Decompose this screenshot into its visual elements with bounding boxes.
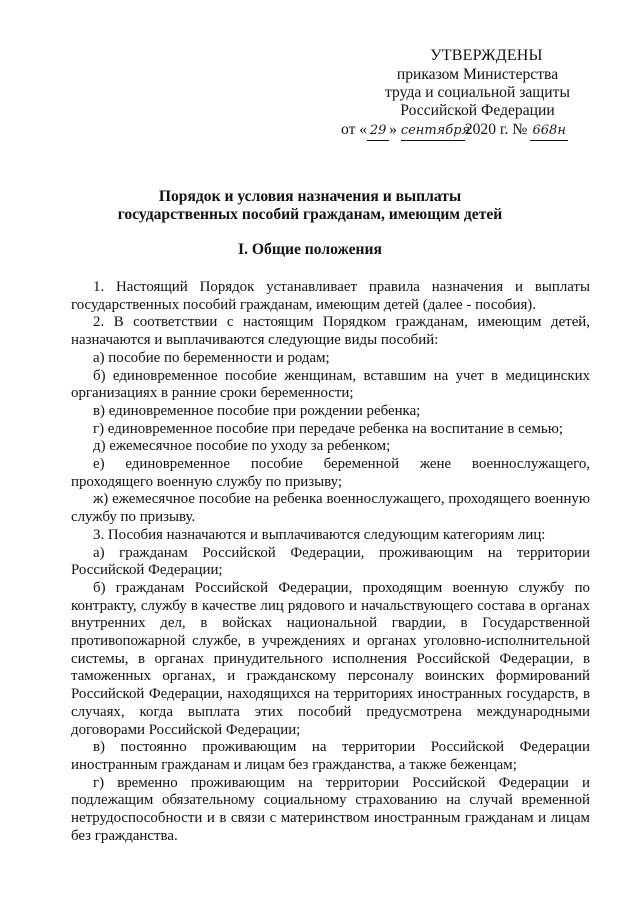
list-item: в) единовременное пособие при рождении ребенка; bbox=[93, 402, 421, 419]
list-item: а) пособие по беременности и родам; bbox=[93, 349, 330, 366]
approval-block bbox=[335, 47, 620, 141]
list-item: б) единовременное пособие женщинам, вставшим на учет в медицинских организациях в ранние сроки беременности; bbox=[71, 367, 590, 402]
order-day: 29 bbox=[367, 122, 389, 141]
list-item: в) постоянно проживающим на территории Российской Федерации иностранным гражданам и лицам без гражданства, а также беженцам; bbox=[71, 739, 590, 773]
paragraph: 2. В соответствии с настоящим Порядком гражданам, имеющим детей, назначаются и выплачиваются следующие виды пособий: bbox=[71, 314, 590, 349]
order-date-number-line bbox=[341, 121, 620, 141]
list-item: г) единовременное пособие при передаче ребенка на воспитание в семью; bbox=[93, 420, 563, 437]
section-heading: I. Общие положения bbox=[238, 241, 382, 258]
order-month: сентября bbox=[401, 122, 465, 141]
list-item: а) гражданам Российской Федерации, проживающим на территории Российской Федерации; bbox=[71, 544, 590, 579]
title-line-2: государственных пособий гражданам, имеющим детей bbox=[117, 206, 503, 223]
quote-close: » bbox=[389, 121, 397, 138]
list-item: д) ежемесячное пособие по уходу за ребенком; bbox=[93, 438, 391, 455]
document-title bbox=[60, 188, 560, 224]
list-item: е) единовременное пособие беременной жене военнослужащего, проходящего военную службу по призыву; bbox=[71, 456, 590, 490]
approval-heading: УТВЕРЖДЕНЫ bbox=[430, 47, 543, 64]
title-line-1: Порядок и условия назначения и выплаты bbox=[158, 188, 462, 205]
approval-line-2: труда и социальной защиты bbox=[385, 84, 570, 101]
from-prefix: от « bbox=[341, 121, 368, 138]
document-body bbox=[71, 279, 590, 846]
order-number: 668н bbox=[530, 122, 568, 141]
list-item: г) временно проживающим на территории Российской Федерации и подлежащим обязательному социальному страхованию на случай временной нетрудоспособности и в связи с материнством иностранным гражданам и лицам без гражданства. bbox=[71, 774, 590, 844]
paragraph: 3. Пособия назначаются и выплачиваются следующим категориям лиц: bbox=[93, 526, 546, 543]
approval-line-1: приказом Министерства bbox=[396, 66, 559, 83]
paragraph: 1. Настоящий Порядок устанавливает правила назначения и выплаты государственных пособий гражданам, имеющим детей (далее - пособия). bbox=[71, 279, 590, 313]
order-year-text: 2020 г. № bbox=[464, 121, 528, 138]
list-item: б) гражданам Российской Федерации, проходящим военную службу по контракту, службу в качестве лиц рядового и начальствующего состава в органах внутренних дел, в войсках национальной гвардии, в Государственной противопожарной службе, в учреждениях и органах уголовно-исполнительной системы, в органах принудительного исполнения Российской Федерации, в таможенных органах, и гражданскому персоналу воинских формирований Российской Федерации, находящихся на территориях иностранных государств, в случаях, когда выплата этих пособий предусмотрена международными договорами Российской Федерации; bbox=[71, 579, 590, 738]
approval-line-3: Российской Федерации bbox=[400, 102, 555, 119]
list-item: ж) ежемесячное пособие на ребенка военнослужащего, проходящего военную службу по призыву. bbox=[71, 491, 590, 526]
